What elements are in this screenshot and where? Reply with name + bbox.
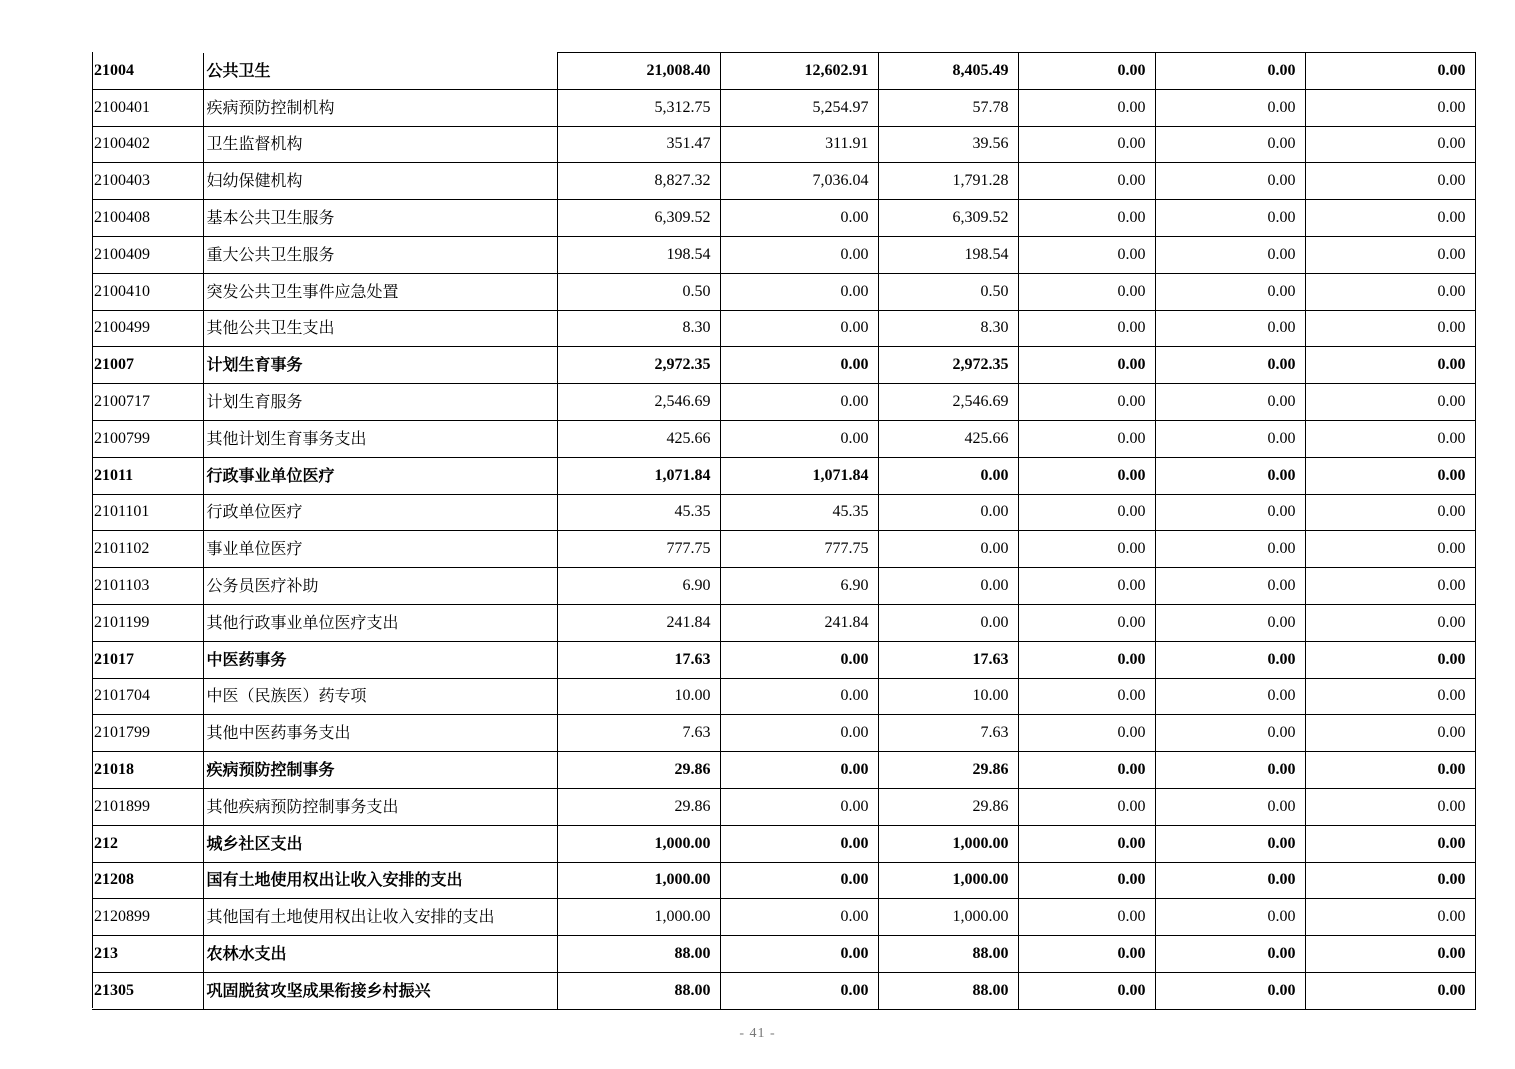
amount-cell: 1,000.00 bbox=[878, 862, 1018, 899]
subject-code-cell: 2100717 bbox=[92, 384, 203, 421]
table-row bbox=[92, 310, 1475, 347]
subject-code-cell: 2101102 bbox=[92, 531, 203, 568]
subject-code-cell: 2101799 bbox=[92, 715, 203, 752]
amount-cell: 88.00 bbox=[557, 936, 720, 973]
amount-cell: 0.00 bbox=[720, 310, 878, 347]
amount-cell: 0.00 bbox=[1018, 862, 1155, 899]
amount-cell: 0.00 bbox=[720, 641, 878, 678]
subject-name-cell: 中医（民族医）药专项 bbox=[203, 678, 557, 715]
subject-name-cell: 计划生育事务 bbox=[203, 347, 557, 384]
subject-name-cell: 其他公共卫生支出 bbox=[203, 310, 557, 347]
amount-cell: 0.00 bbox=[878, 531, 1018, 568]
amount-cell: 0.00 bbox=[720, 752, 878, 789]
amount-cell: 0.00 bbox=[720, 972, 878, 1009]
amount-cell: 0.00 bbox=[1155, 420, 1305, 457]
amount-cell: 0.00 bbox=[1155, 972, 1305, 1009]
table-row bbox=[92, 604, 1475, 641]
amount-cell: 0.00 bbox=[1018, 347, 1155, 384]
subject-name-cell: 公共卫生 bbox=[203, 53, 557, 90]
amount-cell: 45.35 bbox=[720, 494, 878, 531]
amount-cell: 2,972.35 bbox=[878, 347, 1018, 384]
subject-name-cell: 其他中医药事务支出 bbox=[203, 715, 557, 752]
table-row bbox=[92, 788, 1475, 825]
subject-code-cell: 21011 bbox=[92, 457, 203, 494]
subject-code-cell: 2100401 bbox=[92, 89, 203, 126]
amount-cell: 0.00 bbox=[1018, 310, 1155, 347]
amount-cell: 0.00 bbox=[1305, 641, 1475, 678]
subject-code-cell: 21018 bbox=[92, 752, 203, 789]
amount-cell: 0.00 bbox=[1305, 899, 1475, 936]
amount-cell: 1,071.84 bbox=[557, 457, 720, 494]
amount-cell: 0.00 bbox=[1018, 568, 1155, 605]
amount-cell: 0.00 bbox=[1155, 310, 1305, 347]
subject-name-cell: 其他行政事业单位医疗支出 bbox=[203, 604, 557, 641]
subject-name-cell: 其他国有土地使用权出让收入安排的支出 bbox=[203, 899, 557, 936]
table-row bbox=[92, 715, 1475, 752]
amount-cell: 0.00 bbox=[720, 273, 878, 310]
subject-code-cell: 2101103 bbox=[92, 568, 203, 605]
amount-cell: 57.78 bbox=[878, 89, 1018, 126]
table-row bbox=[92, 752, 1475, 789]
amount-cell: 8,405.49 bbox=[878, 53, 1018, 90]
amount-cell: 351.47 bbox=[557, 126, 720, 163]
amount-cell: 8.30 bbox=[557, 310, 720, 347]
page-number: - 41 - bbox=[739, 1026, 776, 1041]
amount-cell: 10.00 bbox=[878, 678, 1018, 715]
amount-cell: 0.00 bbox=[720, 899, 878, 936]
subject-name-cell: 事业单位医疗 bbox=[203, 531, 557, 568]
amount-cell: 425.66 bbox=[557, 420, 720, 457]
amount-cell: 0.00 bbox=[720, 347, 878, 384]
amount-cell: 0.00 bbox=[1155, 752, 1305, 789]
amount-cell: 0.00 bbox=[1018, 457, 1155, 494]
table-row bbox=[92, 678, 1475, 715]
amount-cell: 1,791.28 bbox=[878, 163, 1018, 200]
amount-cell: 29.86 bbox=[878, 752, 1018, 789]
table-row bbox=[92, 862, 1475, 899]
amount-cell: 0.00 bbox=[1018, 641, 1155, 678]
amount-cell: 198.54 bbox=[557, 236, 720, 273]
table-row bbox=[92, 494, 1475, 531]
amount-cell: 88.00 bbox=[557, 972, 720, 1009]
amount-cell: 241.84 bbox=[720, 604, 878, 641]
amount-cell: 12,602.91 bbox=[720, 53, 878, 90]
amount-cell: 0.00 bbox=[1155, 200, 1305, 237]
table-row bbox=[92, 347, 1475, 384]
amount-cell: 1,071.84 bbox=[720, 457, 878, 494]
amount-cell: 0.50 bbox=[878, 273, 1018, 310]
amount-cell: 0.00 bbox=[1155, 899, 1305, 936]
amount-cell: 0.00 bbox=[1305, 604, 1475, 641]
amount-cell: 0.00 bbox=[1155, 604, 1305, 641]
amount-cell: 0.00 bbox=[1155, 825, 1305, 862]
amount-cell: 88.00 bbox=[878, 936, 1018, 973]
amount-cell: 0.00 bbox=[1018, 936, 1155, 973]
amount-cell: 0.00 bbox=[1155, 568, 1305, 605]
amount-cell: 777.75 bbox=[720, 531, 878, 568]
amount-cell: 0.00 bbox=[1018, 126, 1155, 163]
amount-cell: 0.00 bbox=[720, 788, 878, 825]
amount-cell: 311.91 bbox=[720, 126, 878, 163]
amount-cell: 0.00 bbox=[1155, 273, 1305, 310]
amount-cell: 0.00 bbox=[1018, 420, 1155, 457]
table-row bbox=[92, 200, 1475, 237]
amount-cell: 5,312.75 bbox=[557, 89, 720, 126]
subject-code-cell: 2101199 bbox=[92, 604, 203, 641]
amount-cell: 0.00 bbox=[1018, 715, 1155, 752]
amount-cell: 0.00 bbox=[1018, 825, 1155, 862]
amount-cell: 0.00 bbox=[1018, 972, 1155, 1009]
amount-cell: 0.00 bbox=[1018, 384, 1155, 421]
amount-cell: 0.00 bbox=[1018, 678, 1155, 715]
subject-code-cell: 21017 bbox=[92, 641, 203, 678]
amount-cell: 0.00 bbox=[720, 420, 878, 457]
subject-name-cell: 其他疾病预防控制事务支出 bbox=[203, 788, 557, 825]
subject-name-cell: 基本公共卫生服务 bbox=[203, 200, 557, 237]
amount-cell: 0.00 bbox=[1305, 126, 1475, 163]
subject-code-cell: 21004 bbox=[92, 53, 203, 90]
subject-code-cell: 2101101 bbox=[92, 494, 203, 531]
subject-code-cell: 213 bbox=[92, 936, 203, 973]
amount-cell: 0.00 bbox=[1155, 494, 1305, 531]
amount-cell: 0.00 bbox=[720, 825, 878, 862]
amount-cell: 0.00 bbox=[1155, 715, 1305, 752]
amount-cell: 0.00 bbox=[1305, 420, 1475, 457]
amount-cell: 0.00 bbox=[720, 715, 878, 752]
amount-cell: 2,546.69 bbox=[878, 384, 1018, 421]
subject-code-cell: 2100402 bbox=[92, 126, 203, 163]
subject-code-cell: 2100403 bbox=[92, 163, 203, 200]
amount-cell: 0.00 bbox=[878, 457, 1018, 494]
amount-cell: 0.00 bbox=[1305, 825, 1475, 862]
amount-cell: 0.00 bbox=[878, 604, 1018, 641]
subject-name-cell: 疾病预防控制机构 bbox=[203, 89, 557, 126]
subject-name-cell: 中医药事务 bbox=[203, 641, 557, 678]
amount-cell: 29.86 bbox=[878, 788, 1018, 825]
amount-cell: 2,546.69 bbox=[557, 384, 720, 421]
table-row bbox=[92, 457, 1475, 494]
table-row bbox=[92, 568, 1475, 605]
amount-cell: 0.00 bbox=[1305, 310, 1475, 347]
amount-cell: 0.00 bbox=[1305, 531, 1475, 568]
amount-cell: 0.00 bbox=[1018, 494, 1155, 531]
subject-code-cell: 2120899 bbox=[92, 899, 203, 936]
amount-cell: 5,254.97 bbox=[720, 89, 878, 126]
subject-name-cell: 巩固脱贫攻坚成果衔接乡村振兴 bbox=[203, 972, 557, 1009]
amount-cell: 0.00 bbox=[1305, 347, 1475, 384]
table-row bbox=[92, 531, 1475, 568]
amount-cell: 1,000.00 bbox=[878, 825, 1018, 862]
subject-name-cell: 农林水支出 bbox=[203, 936, 557, 973]
table-row bbox=[92, 89, 1475, 126]
amount-cell: 0.00 bbox=[1018, 788, 1155, 825]
amount-cell: 0.00 bbox=[1018, 53, 1155, 90]
subject-name-cell: 妇幼保健机构 bbox=[203, 163, 557, 200]
amount-cell: 0.00 bbox=[1018, 89, 1155, 126]
subject-code-cell: 2100410 bbox=[92, 273, 203, 310]
subject-code-cell: 21208 bbox=[92, 862, 203, 899]
amount-cell: 2,972.35 bbox=[557, 347, 720, 384]
subject-name-cell: 行政单位医疗 bbox=[203, 494, 557, 531]
subject-name-cell: 其他计划生育事务支出 bbox=[203, 420, 557, 457]
amount-cell: 1,000.00 bbox=[878, 899, 1018, 936]
amount-cell: 17.63 bbox=[878, 641, 1018, 678]
amount-cell: 17.63 bbox=[557, 641, 720, 678]
amount-cell: 0.00 bbox=[1155, 384, 1305, 421]
amount-cell: 0.00 bbox=[1155, 163, 1305, 200]
amount-cell: 10.00 bbox=[557, 678, 720, 715]
table-row bbox=[92, 936, 1475, 973]
amount-cell: 425.66 bbox=[878, 420, 1018, 457]
amount-cell: 0.00 bbox=[1155, 862, 1305, 899]
table-row bbox=[92, 384, 1475, 421]
subject-code-cell: 2100499 bbox=[92, 310, 203, 347]
amount-cell: 0.00 bbox=[1155, 53, 1305, 90]
amount-cell: 6,309.52 bbox=[878, 200, 1018, 237]
amount-cell: 0.00 bbox=[1155, 347, 1305, 384]
subject-name-cell: 公务员医疗补助 bbox=[203, 568, 557, 605]
table-row bbox=[92, 163, 1475, 200]
amount-cell: 0.00 bbox=[1155, 531, 1305, 568]
table-row bbox=[92, 236, 1475, 273]
amount-cell: 8,827.32 bbox=[557, 163, 720, 200]
subject-code-cell: 2101899 bbox=[92, 788, 203, 825]
subject-name-cell: 卫生监督机构 bbox=[203, 126, 557, 163]
subject-code-cell: 2100799 bbox=[92, 420, 203, 457]
subject-code-cell: 212 bbox=[92, 825, 203, 862]
amount-cell: 0.00 bbox=[1305, 200, 1475, 237]
subject-name-cell: 重大公共卫生服务 bbox=[203, 236, 557, 273]
amount-cell: 0.00 bbox=[1018, 531, 1155, 568]
amount-cell: 0.00 bbox=[1018, 752, 1155, 789]
amount-cell: 6,309.52 bbox=[557, 200, 720, 237]
amount-cell: 6.90 bbox=[720, 568, 878, 605]
amount-cell: 7.63 bbox=[557, 715, 720, 752]
amount-cell: 198.54 bbox=[878, 236, 1018, 273]
amount-cell: 0.00 bbox=[1018, 273, 1155, 310]
subject-code-cell: 21305 bbox=[92, 972, 203, 1009]
amount-cell: 0.00 bbox=[1018, 899, 1155, 936]
amount-cell: 7,036.04 bbox=[720, 163, 878, 200]
amount-cell: 0.00 bbox=[720, 936, 878, 973]
amount-cell: 0.00 bbox=[1018, 236, 1155, 273]
amount-cell: 0.00 bbox=[720, 236, 878, 273]
subject-name-cell: 疾病预防控制事务 bbox=[203, 752, 557, 789]
amount-cell: 0.00 bbox=[1155, 126, 1305, 163]
subject-code-cell: 21007 bbox=[92, 347, 203, 384]
amount-cell: 0.00 bbox=[1018, 200, 1155, 237]
amount-cell: 0.00 bbox=[1305, 752, 1475, 789]
subject-code-cell: 2100409 bbox=[92, 236, 203, 273]
amount-cell: 0.00 bbox=[878, 568, 1018, 605]
amount-cell: 0.00 bbox=[1155, 936, 1305, 973]
amount-cell: 29.86 bbox=[557, 788, 720, 825]
amount-cell: 0.00 bbox=[1018, 604, 1155, 641]
amount-cell: 0.50 bbox=[557, 273, 720, 310]
amount-cell: 1,000.00 bbox=[557, 899, 720, 936]
table-row bbox=[92, 899, 1475, 936]
subject-code-cell: 2100408 bbox=[92, 200, 203, 237]
amount-cell: 0.00 bbox=[1155, 89, 1305, 126]
amount-cell: 0.00 bbox=[1018, 163, 1155, 200]
table-row bbox=[92, 126, 1475, 163]
amount-cell: 29.86 bbox=[557, 752, 720, 789]
amount-cell: 0.00 bbox=[1155, 788, 1305, 825]
subject-name-cell: 行政事业单位医疗 bbox=[203, 457, 557, 494]
amount-cell: 0.00 bbox=[1305, 936, 1475, 973]
amount-cell: 7.63 bbox=[878, 715, 1018, 752]
table-row bbox=[92, 420, 1475, 457]
amount-cell: 0.00 bbox=[878, 494, 1018, 531]
amount-cell: 0.00 bbox=[1155, 457, 1305, 494]
amount-cell: 241.84 bbox=[557, 604, 720, 641]
table-row bbox=[92, 641, 1475, 678]
table-row bbox=[92, 972, 1475, 1009]
amount-cell: 39.56 bbox=[878, 126, 1018, 163]
amount-cell: 0.00 bbox=[720, 678, 878, 715]
amount-cell: 45.35 bbox=[557, 494, 720, 531]
amount-cell: 0.00 bbox=[1305, 494, 1475, 531]
amount-cell: 0.00 bbox=[720, 384, 878, 421]
amount-cell: 0.00 bbox=[1305, 678, 1475, 715]
subject-code-cell: 2101704 bbox=[92, 678, 203, 715]
amount-cell: 1,000.00 bbox=[557, 862, 720, 899]
amount-cell: 21,008.40 bbox=[557, 53, 720, 90]
amount-cell: 0.00 bbox=[1305, 457, 1475, 494]
amount-cell: 0.00 bbox=[1305, 273, 1475, 310]
amount-cell: 0.00 bbox=[1305, 384, 1475, 421]
amount-cell: 0.00 bbox=[1305, 862, 1475, 899]
amount-cell: 0.00 bbox=[1305, 715, 1475, 752]
amount-cell: 1,000.00 bbox=[557, 825, 720, 862]
amount-cell: 0.00 bbox=[1305, 568, 1475, 605]
subject-name-cell: 计划生育服务 bbox=[203, 384, 557, 421]
amount-cell: 0.00 bbox=[1155, 641, 1305, 678]
budget-table bbox=[92, 52, 1476, 1010]
amount-cell: 0.00 bbox=[1155, 236, 1305, 273]
amount-cell: 0.00 bbox=[1305, 788, 1475, 825]
subject-name-cell: 突发公共卫生事件应急处置 bbox=[203, 273, 557, 310]
subject-name-cell: 城乡社区支出 bbox=[203, 825, 557, 862]
amount-cell: 8.30 bbox=[878, 310, 1018, 347]
amount-cell: 777.75 bbox=[557, 531, 720, 568]
subject-name-cell: 国有土地使用权出让收入安排的支出 bbox=[203, 862, 557, 899]
amount-cell: 0.00 bbox=[1305, 163, 1475, 200]
amount-cell: 0.00 bbox=[720, 200, 878, 237]
amount-cell: 0.00 bbox=[1305, 89, 1475, 126]
table-row bbox=[92, 53, 1475, 90]
amount-cell: 0.00 bbox=[1155, 678, 1305, 715]
table-body bbox=[92, 53, 1475, 1010]
amount-cell: 0.00 bbox=[1305, 972, 1475, 1009]
amount-cell: 6.90 bbox=[557, 568, 720, 605]
table-row bbox=[92, 825, 1475, 862]
amount-cell: 0.00 bbox=[1305, 236, 1475, 273]
amount-cell: 0.00 bbox=[1305, 53, 1475, 90]
amount-cell: 0.00 bbox=[720, 862, 878, 899]
amount-cell: 88.00 bbox=[878, 972, 1018, 1009]
table-row bbox=[92, 273, 1475, 310]
